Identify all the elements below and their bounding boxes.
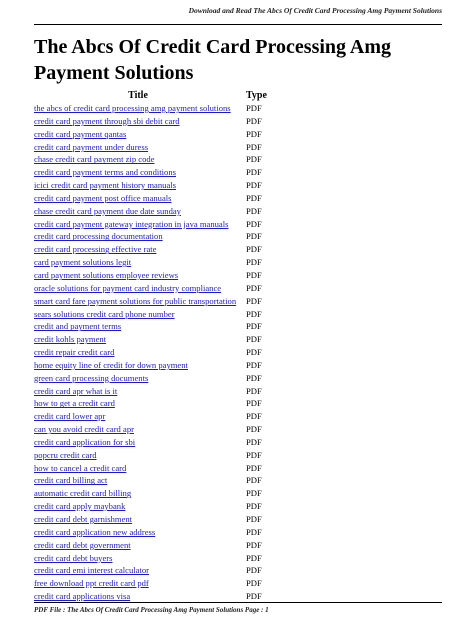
row-type-cell: PDF [246,154,262,165]
row-title-cell [34,462,242,475]
row-type-cell: PDF [246,347,262,358]
row-type-cell: PDF [246,269,262,280]
row-title-cell [34,282,242,295]
row-type-cell: PDF [246,526,262,537]
table-row [34,539,267,552]
table-row [34,513,267,526]
document-link[interactable]: credit card application for sbi [34,436,136,447]
table-row [34,590,267,603]
row-title-cell [34,166,242,179]
row-title-cell [34,539,242,552]
row-title-cell [34,308,242,321]
document-link[interactable]: credit kohls payment [34,334,107,345]
row-title-cell [34,577,242,590]
row-title-cell [34,218,242,231]
document-link[interactable]: sears solutions credit card phone number [34,308,175,319]
row-title-cell [34,243,242,256]
row-title-cell [34,487,242,500]
row-title-cell [34,564,242,577]
row-type-cell: PDF [246,295,262,306]
document-link[interactable]: credit card lower apr [34,411,106,422]
document-link[interactable]: credit card processing effective rate [34,244,157,255]
table-row [34,153,267,166]
row-title-cell [34,115,242,128]
row-title-cell [34,359,242,372]
table-row [34,462,267,475]
table-row [34,474,267,487]
row-type-cell: PDF [246,385,262,396]
row-type-cell: PDF [246,488,262,499]
row-type-cell: PDF [246,565,262,576]
row-title-cell [34,320,242,333]
document-link[interactable]: credit card billing act [34,475,108,486]
document-link[interactable]: how to cancel a credit card [34,462,127,473]
document-link[interactable]: credit card payment post office manuals [34,192,172,203]
row-type-cell: PDF [246,192,262,203]
row-title-cell [34,449,242,462]
row-type-cell: PDF [246,449,262,460]
row-type-cell: PDF [246,205,262,216]
document-link[interactable]: icici credit card payment history manuals [34,180,176,191]
table-row [34,128,267,141]
document-link[interactable]: smart card fare payment solutions for public transportation [34,295,237,306]
row-type-cell: PDF [246,398,262,409]
table-row [34,282,267,295]
table-row [34,346,267,359]
table-row [34,449,267,462]
row-title-cell [34,410,242,423]
row-title-cell [34,590,242,603]
document-link[interactable]: chase credit card payment zip code [34,154,155,165]
row-type-cell: PDF [246,372,262,383]
page-header: Download and Read The Abcs Of Credit Card Processing Amg Payment Solutions [34,0,442,25]
document-link[interactable]: automatic credit card billing [34,488,132,499]
document-link[interactable]: credit card applications visa [34,591,131,602]
table-row [34,205,267,218]
table-header-row [34,90,267,102]
document-link[interactable]: credit card payment gateway integration in java manuals [34,218,229,229]
row-title-cell [34,552,242,565]
table-body [34,102,267,603]
table-row [34,500,267,513]
table-row [34,333,267,346]
table-row [34,564,267,577]
document-list-table [34,90,267,603]
document-link[interactable]: popcru credit card [34,449,97,460]
row-type-cell: PDF [246,282,262,293]
row-type-cell: PDF [246,218,262,229]
row-type-cell: PDF [246,321,262,332]
table-row [34,410,267,423]
row-type-cell: PDF [246,115,262,126]
table-row [34,179,267,192]
row-type-cell: PDF [246,436,262,447]
row-title-cell [34,397,242,410]
column-header-type: Type [246,90,267,101]
table-row [34,269,267,282]
row-type-cell: PDF [246,141,262,152]
table-row [34,436,267,449]
document-link[interactable]: credit repair credit card [34,347,115,358]
row-type-cell: PDF [246,501,262,512]
document-link[interactable]: credit card debt government [34,539,131,550]
row-title-cell [34,153,242,166]
document-link[interactable]: card payment solutions legit [34,257,132,268]
table-row [34,192,267,205]
table-row [34,487,267,500]
row-title-cell [34,346,242,359]
row-type-cell: PDF [246,334,262,345]
table-row [34,359,267,372]
row-title-cell [34,230,242,243]
row-type-cell: PDF [246,462,262,473]
table-row [34,295,267,308]
row-type-cell: PDF [246,359,262,370]
document-link[interactable]: credit card payment terms and conditions [34,167,176,178]
table-row [34,423,267,436]
table-row [34,243,267,256]
row-title-cell [34,192,242,205]
document-link[interactable]: credit card application new address [34,526,156,537]
row-title-cell [34,102,242,115]
page-footer: PDF File : The Abcs Of Credit Card Processing Amg Payment Solutions Page : 1 [34,602,442,617]
row-type-cell: PDF [246,514,262,524]
row-type-cell: PDF [246,308,262,319]
table-row [34,308,267,321]
document-link[interactable]: free download ppt credit card pdf [34,578,149,589]
document-link[interactable]: credit card apply maybank [34,501,126,512]
row-type-cell: PDF [246,552,262,563]
row-type-cell: PDF [246,475,262,486]
document-link[interactable]: credit card emi interest calculator [34,565,150,576]
row-title-cell [34,513,242,526]
row-title-cell [34,128,242,141]
row-title-cell [34,474,242,487]
row-type-cell: PDF [246,167,262,178]
row-title-cell [34,526,242,539]
row-title-cell [34,333,242,346]
document-link[interactable]: credit card payment qantas [34,128,127,139]
row-type-cell: PDF [246,244,262,255]
row-type-cell: PDF [246,424,262,435]
row-title-cell [34,141,242,154]
row-title-cell [34,385,242,398]
row-type-cell: PDF [246,128,262,139]
document-link[interactable]: can you avoid credit card apr [34,424,134,435]
row-type-cell: PDF [246,539,262,550]
table-row [34,166,267,179]
table-row [34,372,267,385]
document-link[interactable]: credit card processing documentation [34,231,163,242]
row-type-cell: PDF [246,103,262,113]
table-row [34,577,267,590]
row-title-cell [34,500,242,513]
document-link[interactable]: credit card payment under duress [34,141,149,152]
document-link[interactable]: oracle solutions for payment card industry compliance [34,282,222,293]
document-link[interactable]: card payment solutions employee reviews [34,269,179,280]
document-link[interactable]: how to get a credit card [34,398,115,409]
table-row [34,218,267,231]
document-link[interactable]: the abcs of credit card processing amg payment solutions [34,103,231,113]
document-link[interactable]: green card processing documents [34,372,149,383]
row-type-cell: PDF [246,591,262,602]
row-title-cell [34,179,242,192]
row-title-cell [34,436,242,449]
table-row [34,102,267,115]
table-row [34,230,267,243]
column-header-title: Title [128,90,148,101]
row-type-cell: PDF [246,411,262,422]
table-row [34,141,267,154]
document-link[interactable]: credit card apr what is it [34,385,118,396]
table-row [34,552,267,565]
row-title-cell [34,423,242,436]
row-title-cell [34,256,242,269]
row-title-cell [34,205,242,218]
row-type-cell: PDF [246,257,262,268]
row-title-cell [34,295,242,308]
document-link[interactable]: credit and payment terms [34,321,122,332]
row-type-cell: PDF [246,180,262,191]
table-row [34,385,267,398]
document-link[interactable]: credit card debt buyers [34,552,113,563]
document-link[interactable]: credit card payment through sbi debit card [34,115,180,126]
document-link[interactable]: chase credit card payment due date sunday [34,205,181,216]
table-row [34,256,267,269]
row-title-cell [34,372,242,385]
table-row [34,115,267,128]
table-row [34,320,267,333]
document-link[interactable]: home equity line of credit for down payment [34,359,188,370]
row-title-cell [34,269,242,282]
row-type-cell: PDF [246,578,262,589]
row-type-cell: PDF [246,231,262,242]
table-row [34,526,267,539]
document-link[interactable]: credit card debt garnishment [34,514,133,524]
table-row [34,397,267,410]
document-title: The Abcs Of Credit Card Processing Amg Payment Solutions [34,36,392,84]
